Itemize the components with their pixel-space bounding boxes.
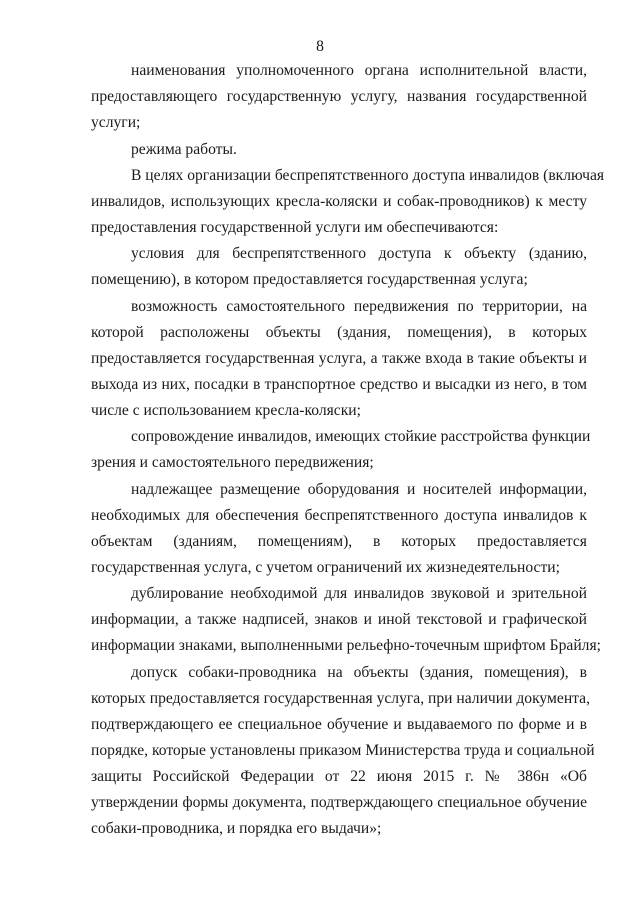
text-line: которых предоставляется государственная услуга, при наличии документа, — [91, 690, 590, 707]
text-line: сопровождение инвалидов, имеющих стойкие расстройства функции — [131, 428, 591, 445]
text-line: предоставляющего государственную услугу, названия государственной — [91, 88, 587, 105]
text-line: инвалидов, использующих кресла-коляски и собак-проводников) к месту — [91, 193, 587, 210]
text-line: информации, а также надписей, знаков и иной текстовой и графической — [91, 611, 587, 628]
text-line: допуск собаки-проводника на объекты (здания, помещения), в — [131, 664, 587, 681]
text-line: дублирование необходимой для инвалидов звуковой и зрительной — [131, 585, 587, 602]
text-line: условия для беспрепятственного доступа к объекту (зданию, — [131, 245, 587, 262]
text-line: помещению), в котором предоставляется государственная услуга; — [91, 271, 528, 288]
text-line: наименования уполномоченного органа исполнительной власти, — [131, 62, 587, 79]
text-line: числе с использованием кресла-коляски; — [91, 402, 361, 419]
text-line: возможность самостоятельного передвижения по территории, на — [131, 298, 587, 315]
text-line: порядке, которые установлены приказом Министерства труда и социальной — [91, 742, 595, 759]
text-line: объектам (зданиям, помещениям), в которых предоставляется — [91, 533, 587, 550]
text-line: услуги; — [91, 114, 141, 131]
text-line: государственная услуга, с учетом ограничений их жизнедеятельности; — [91, 559, 560, 576]
text-line: В целях организации беспрепятственного доступа инвалидов (включая — [131, 167, 605, 184]
text-line: которой расположены объекты (здания, помещения), в которых — [91, 324, 587, 341]
text-line: режима работы. — [131, 141, 237, 158]
text-line: подтверждающего ее специальное обучение и выдаваемого по форме и в — [91, 716, 587, 733]
text-line: утверждении формы документа, подтверждающего специальное обучение — [91, 794, 587, 811]
text-line: выхода из них, посадки в транспортное средство и высадки из него, в том — [91, 376, 587, 393]
text-line: защиты Российской Федерации от 22 июня 2015 г. № 386н «Об — [91, 768, 587, 785]
text-line: собаки-проводника, и порядка его выдачи»; — [91, 820, 382, 837]
text-line: необходимых для обеспечения беспрепятственного доступа инвалидов к — [91, 507, 587, 524]
page-number: 8 — [316, 38, 324, 55]
text-line: надлежащее размещение оборудования и носителей информации, — [131, 481, 587, 498]
text-line: зрения и самостоятельного передвижения; — [91, 454, 374, 471]
text-line: предоставляется государственная услуга, а также входа в такие объекты и — [91, 350, 587, 367]
text-line: предоставления государственной услуги им обеспечиваются: — [91, 219, 499, 236]
text-line: информации знаками, выполненными рельефно-точечным шрифтом Брайля; — [91, 637, 601, 654]
